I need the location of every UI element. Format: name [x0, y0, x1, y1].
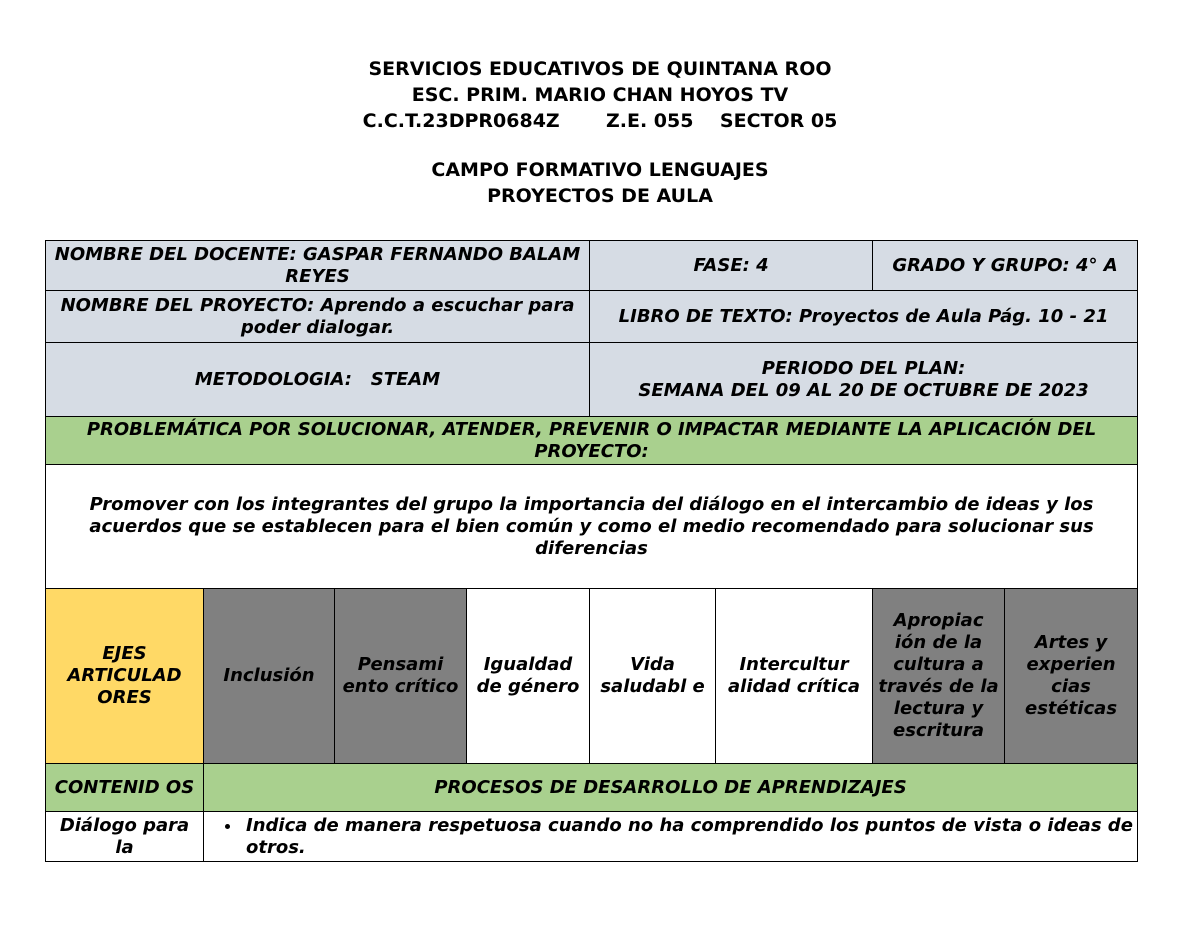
ejes-label: EJES ARTICULAD ORES	[46, 589, 204, 764]
problematica-heading-row	[46, 417, 1138, 465]
periodo-label: PERIODO DEL PLAN:	[761, 357, 966, 379]
header-institution: SERVICIOS EDUCATIVOS DE QUINTANA ROO	[368, 58, 832, 80]
proceso-item: • Indica de manera respetuosa cuando no ha comprendido los puntos de vista o ideas de otros.	[242, 815, 1133, 859]
proceso-list	[208, 815, 1133, 859]
eje-artes: Artes y experien cias estéticas	[1005, 589, 1138, 764]
contenidos-row	[46, 764, 1138, 812]
problematica-text-row	[46, 465, 1138, 589]
eje-inclusion: Inclusión	[204, 589, 335, 764]
proceso-cell	[204, 812, 1138, 862]
eje-igualdad-genero: Igualdad de género	[467, 589, 590, 764]
contenidos-label: CONTENID OS	[46, 764, 204, 812]
metodologia-cell	[46, 343, 590, 417]
info-row-3	[46, 343, 1138, 417]
eje-pensamiento-critico: Pensami ento crítico	[335, 589, 467, 764]
eje-interculturalidad: Intercultur alidad crítica	[716, 589, 873, 764]
header-codes: C.C.T.23DPR0684Z Z.E. 055 SECTOR 05	[362, 110, 838, 132]
header-campo-formativo: CAMPO FORMATIVO LENGUAJES	[431, 159, 769, 181]
document-header	[0, 56, 1200, 209]
dialogo-row	[46, 812, 1138, 862]
proyecto-cell: NOMBRE DEL PROYECTO: Aprendo a escuchar para poder dialogar.	[46, 291, 590, 343]
plan-table	[45, 240, 1138, 862]
header-school: ESC. PRIM. MARIO CHAN HOYOS TV	[411, 84, 789, 106]
problematica-text: Promover con los integrantes del grupo la importancia del diálogo en el intercambio de ideas y los acuerdos que se establecen para el bien común y como el medio recomendado para solucionar sus diferencias	[46, 465, 1138, 589]
eje-vida-saludable: Vida saludabl e	[590, 589, 716, 764]
docente-cell: NOMBRE DEL DOCENTE: GASPAR FERNANDO BALAM REYES	[46, 241, 590, 291]
periodo-value: SEMANA DEL 09 AL 20 DE OCTUBRE DE 2023	[638, 379, 1089, 401]
periodo-cell	[590, 343, 1138, 417]
fase-cell: FASE: 4	[590, 241, 873, 291]
libro-cell: LIBRO DE TEXTO: Proyectos de Aula Pág. 10 - 21	[590, 291, 1138, 343]
ejes-row	[46, 589, 1138, 764]
problematica-heading: PROBLEMÁTICA POR SOLUCIONAR, ATENDER, PREVENIR O IMPACTAR MEDIANTE LA APLICACIÓN DEL PROYECTO:	[46, 417, 1138, 465]
metodologia-text: METODOLOGIA: STEAM	[194, 368, 441, 390]
grado-cell: GRADO Y GRUPO: 4° A	[873, 241, 1138, 291]
eje-apropiacion-cultura: Apropiac ión de la cultura a través de la lectura y escritura	[873, 589, 1005, 764]
procesos-heading: PROCESOS DE DESARROLLO DE APRENDIZAJES	[204, 764, 1138, 812]
contenido-dialogo: Diálogo para la	[46, 812, 204, 862]
info-row-1	[46, 241, 1138, 291]
info-row-2	[46, 291, 1138, 343]
header-proyectos: PROYECTOS DE AULA	[487, 185, 713, 207]
